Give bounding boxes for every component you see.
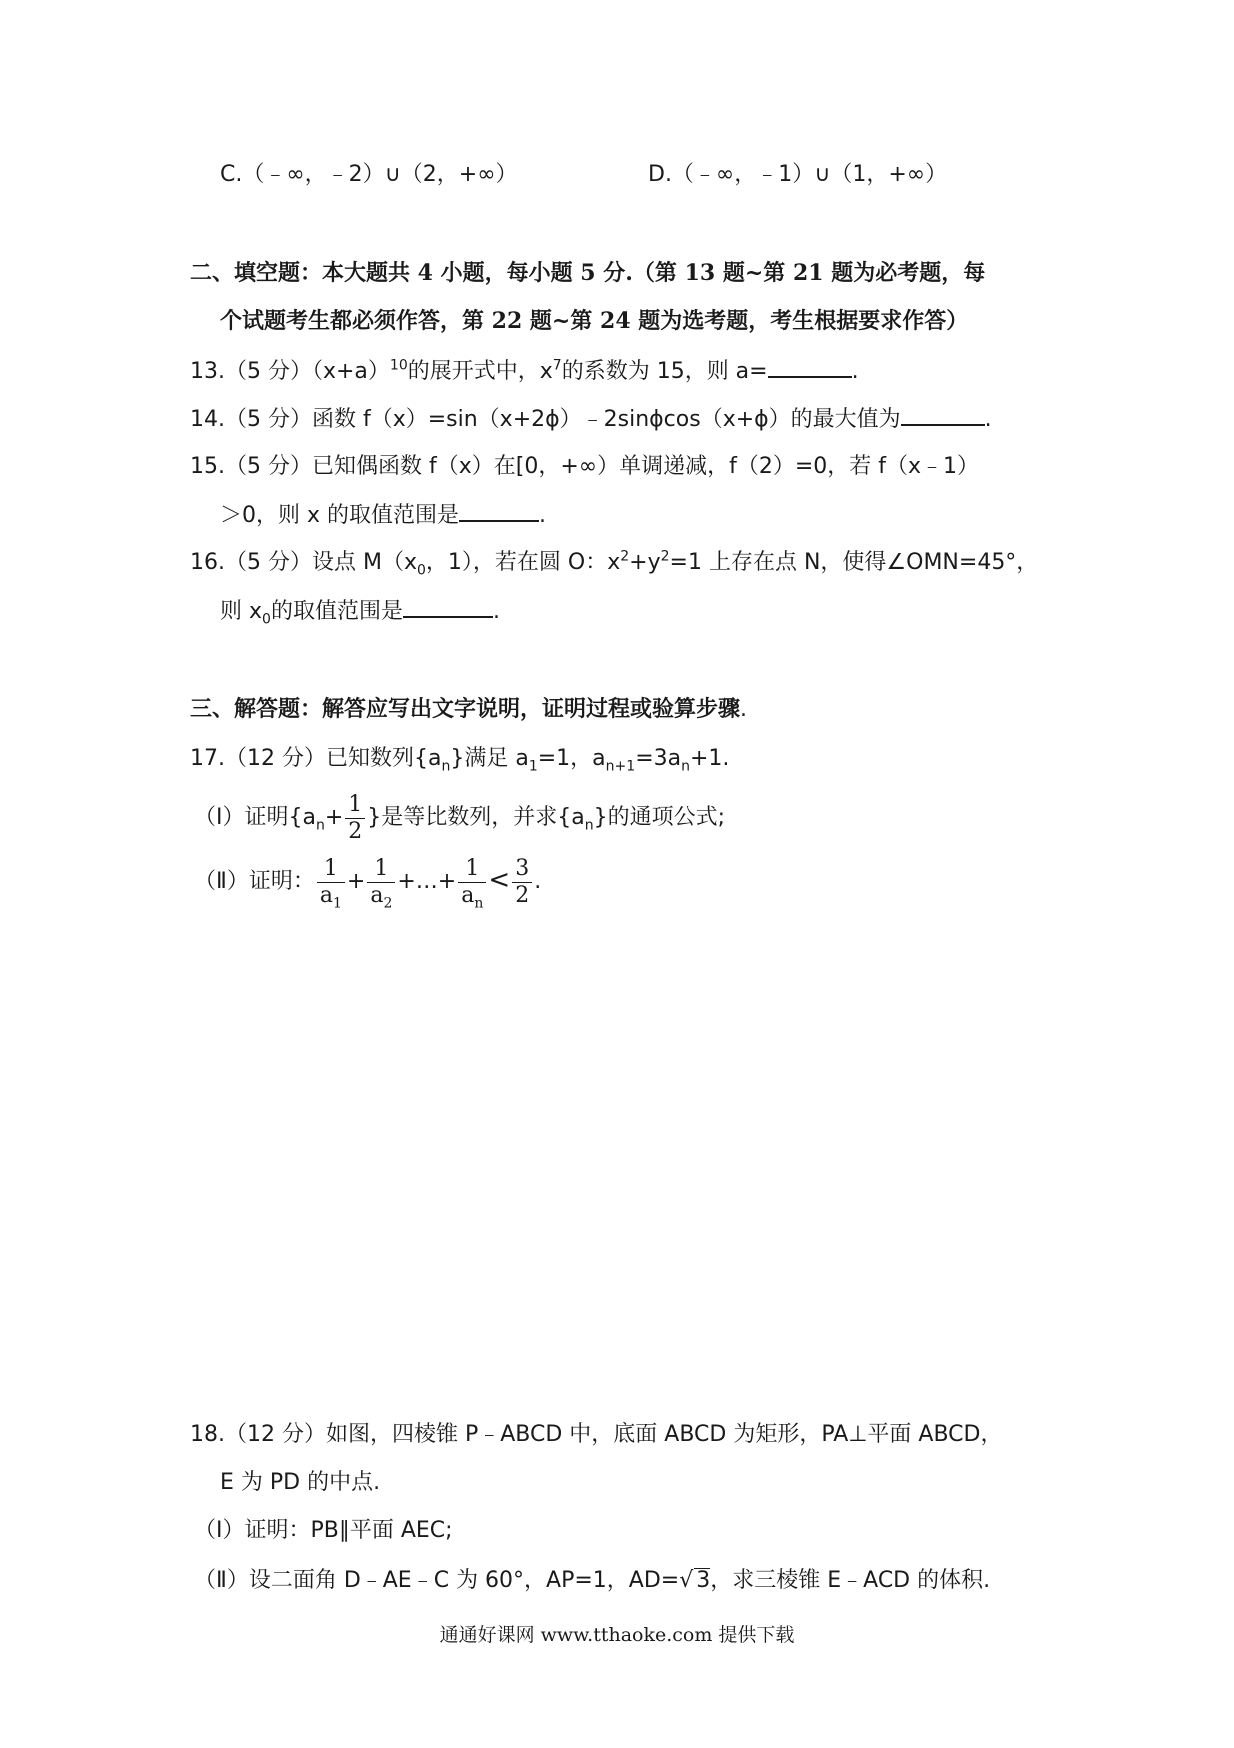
question-17: 17.（12 分）已知数列$\{a_n\}$满足 $a_1=1$，$a_{n+1}=3a_n+1$. bbox=[190, 746, 730, 775]
choice-d: D.（﹣∞，﹣1）∪（1，+∞） bbox=[648, 162, 948, 187]
section2-heading-line1: 二、填空题：本大题共 4 小题，每小题 5 分.（第 13 题~第 21 题为必考题，每 bbox=[190, 260, 986, 286]
question-16-line2: 则 $x_0$的取值范围是 . bbox=[220, 596, 500, 627]
question-18-part1: （Ⅰ）证明：PB∥平面 AEC; bbox=[194, 1518, 453, 1543]
choice-c: C.（﹣∞，﹣2）∪（2，+∞） bbox=[220, 162, 518, 187]
fraction-1-over-a1: $\frac{1}{a_1}$ bbox=[317, 856, 345, 909]
fraction-1-over-a2: $\frac{1}{a_2}$ bbox=[367, 856, 395, 909]
question-17-part2: （Ⅱ）证明： $\frac{1}{a_1}$ + $\frac{1}{a_2}$ +…+ $\frac{1}{a_n}$ < $\frac{3}{2}$ . bbox=[194, 855, 542, 911]
fraction-three-halves: $\frac{3}{2}$ bbox=[512, 856, 532, 909]
answer-blank bbox=[901, 404, 985, 426]
question-15-line2: ＞0，则 x 的取值范围是 . bbox=[220, 500, 546, 531]
answer-blank bbox=[403, 596, 493, 618]
question-14: 14.（5 分）函数 f（x）=sin（x+2ϕ）﹣2sinϕcos（x+ϕ）的最大值为 . bbox=[190, 404, 992, 435]
fraction-one-half: $\frac{1}{2}$ bbox=[345, 792, 365, 845]
answer-blank bbox=[768, 356, 852, 378]
question-18-line1: 18.（12 分）如图，四棱锥 P﹣ABCD 中，底面 ABCD 为矩形，PA⊥平面 ABCD， bbox=[190, 1422, 1003, 1447]
page-footer: 通通好课网 www.tthaoke.com 提供下载 bbox=[439, 1624, 795, 1646]
question-15-line1: 15.（5 分）已知偶函数 f（x）在[0，+∞）单调递减，f（2）=0，若 f（x﹣1） bbox=[190, 454, 980, 479]
section2-heading-line2: 个试题考生都必须作答，第 22 题~第 24 题为选考题，考生根据要求作答） bbox=[220, 308, 969, 334]
question-17-part1: （Ⅰ）证明{$a_n+$ $\frac{1}{2}$ }是等比数列，并求$\{a_n\}$的通项公式; bbox=[194, 791, 726, 844]
question-18-part2: （Ⅱ）设二面角 D﹣AE﹣C 为 60°，AP=1，AD=√ 3，求三棱锥 E﹣ACD 的体积. bbox=[194, 1568, 991, 1593]
section3-heading: 三、解答题：解答应写出文字说明，证明过程或验算步骤. bbox=[190, 696, 748, 722]
question-13: 13.（5 分）$(x+a)^{10}$的展开式中，$x^7$的系数为 15，则 a= . bbox=[190, 357, 859, 384]
answer-blank bbox=[459, 500, 539, 522]
sqrt-symbol: √ bbox=[679, 1568, 694, 1593]
question-16-line1: 16.（5 分）设点 $M(x_0$，1），若在圆 O：$x^2+y^2=1$ 上存在点 N，使得∠OMN=45°， bbox=[190, 548, 1039, 579]
fraction-1-over-an: $\frac{1}{a_n}$ bbox=[458, 856, 486, 909]
question-18-line2: E 为 PD 的中点. bbox=[220, 1470, 381, 1495]
